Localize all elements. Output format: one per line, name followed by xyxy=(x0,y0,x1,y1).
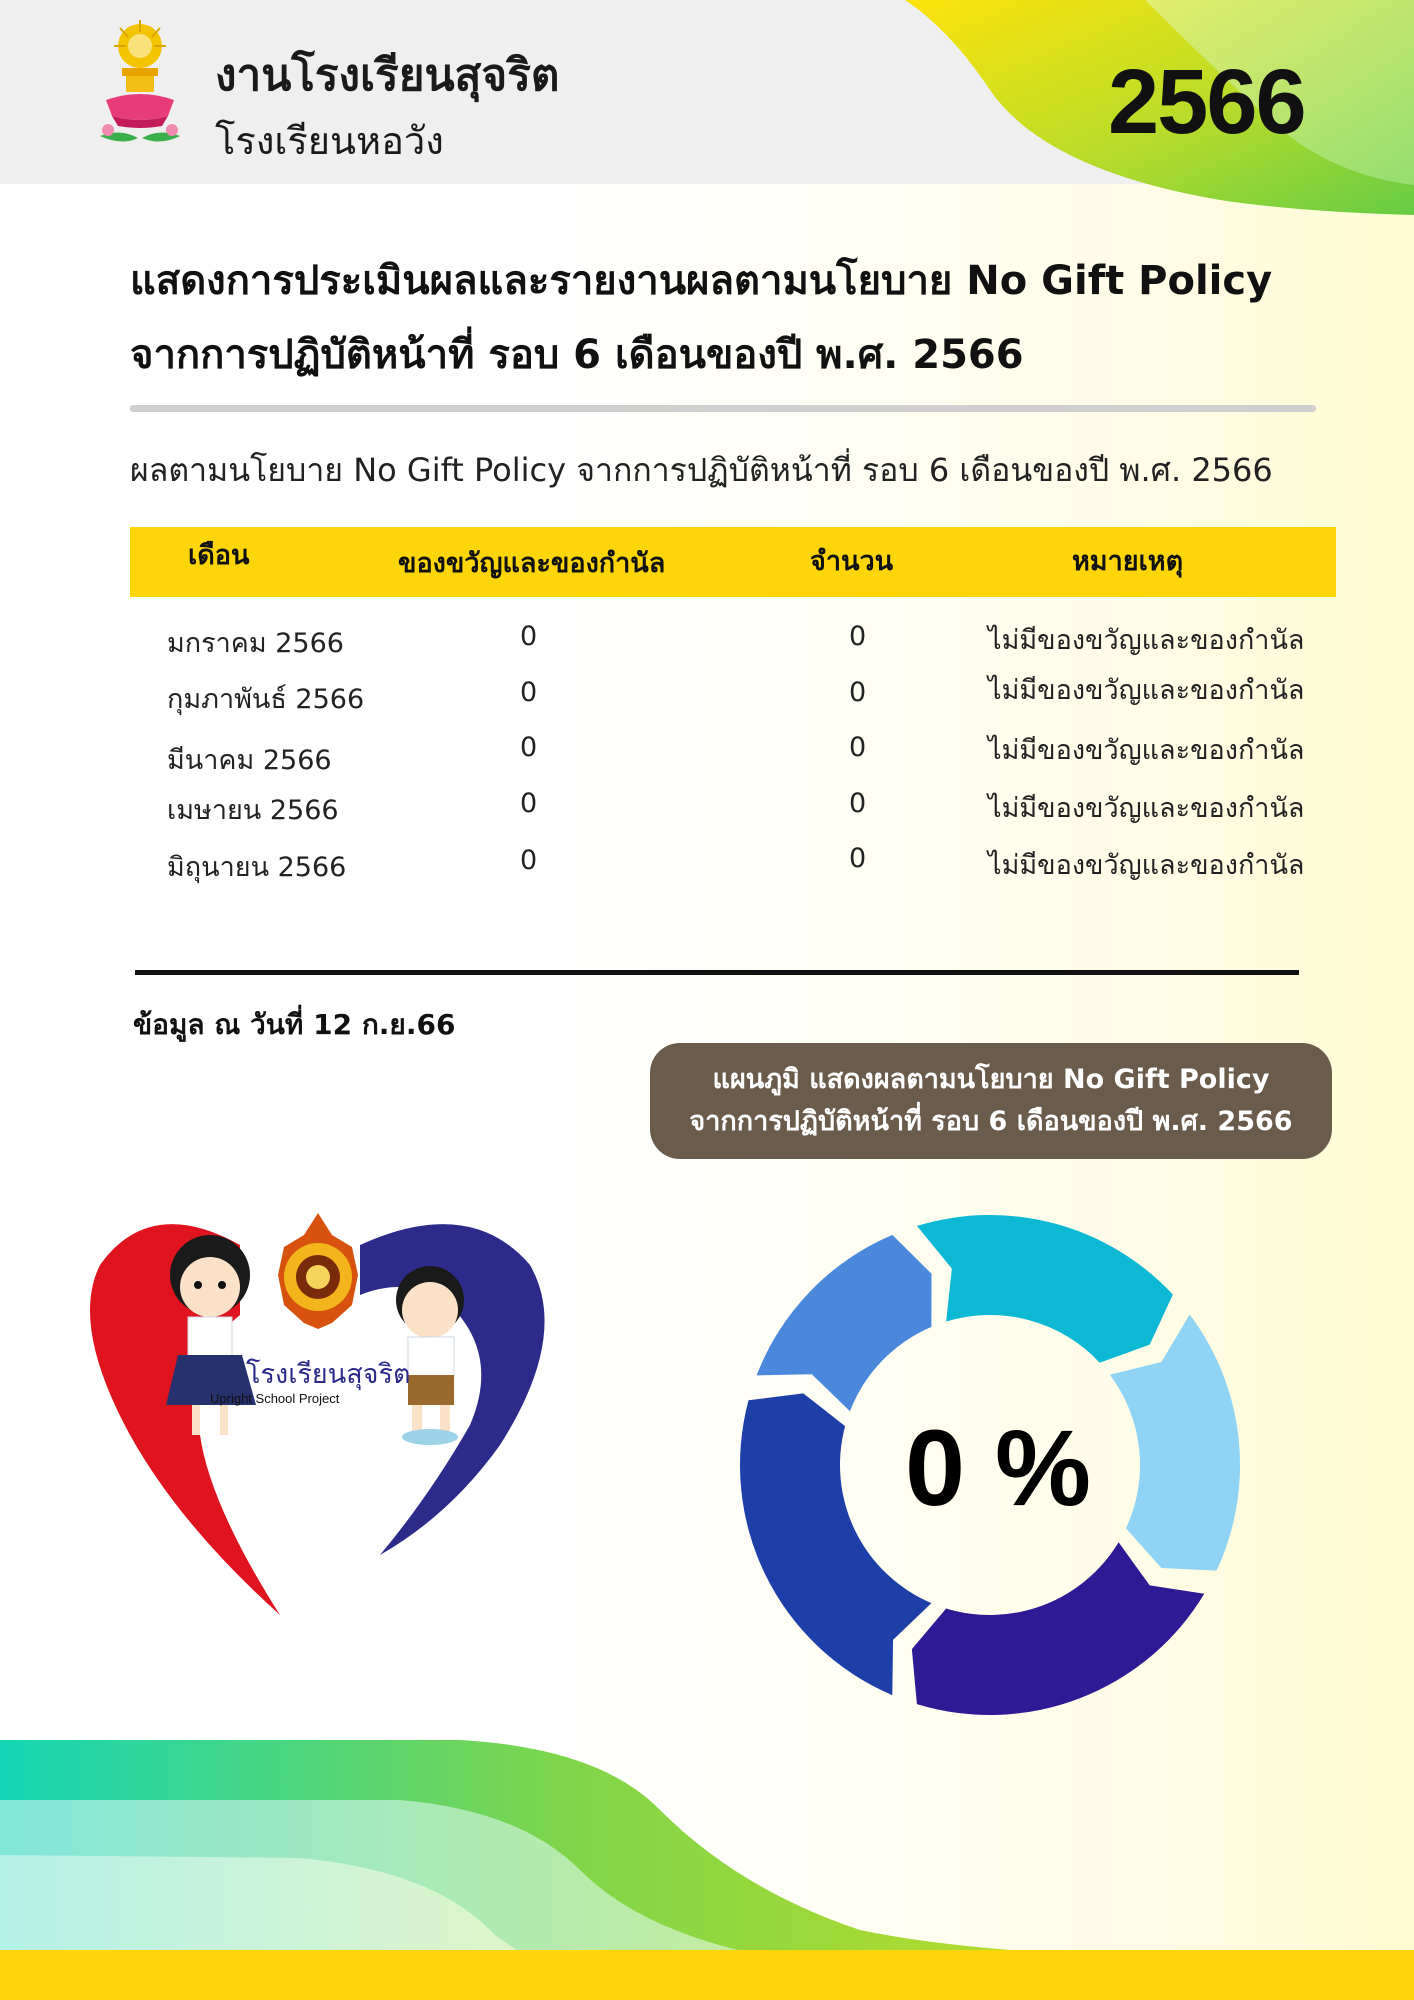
school-name: โรงเรียนหอวัง xyxy=(215,119,444,163)
column-header-remark: หมายเหตุ xyxy=(1072,546,1184,577)
cell-gift: 0 xyxy=(520,621,538,652)
cell-remark: ไม่มีของขวัญและของกำนัล xyxy=(988,850,1305,881)
cell-gift: 0 xyxy=(520,677,538,708)
cell-month: เมษายน 2566 xyxy=(167,795,339,826)
donut-chart xyxy=(730,1205,1250,1725)
donut-segment-indigo xyxy=(912,1542,1204,1715)
section-subtitle: ผลตามนโยบาย No Gift Policy จากการปฏิบัติหน้าที่ รอบ 6 เดือนของปี พ.ศ. 2566 xyxy=(130,451,1273,489)
cell-gift: 0 xyxy=(520,732,538,763)
cell-count: 0 xyxy=(849,732,867,763)
page-title-line2: จากการปฏิบัติหน้าที่ รอบ 6 เดือนของปี พ.ศ. 2566 xyxy=(130,332,1024,378)
donut-segment-lightblue xyxy=(1110,1315,1240,1571)
table-header xyxy=(130,527,1336,597)
title-divider xyxy=(130,405,1316,412)
column-header-count: จำนวน xyxy=(810,546,894,577)
cell-remark: ไม่มีของขวัญและของกำนัล xyxy=(988,735,1305,766)
cell-remark: ไม่มีของขวัญและของกำนัล xyxy=(988,675,1305,706)
chart-caption-line2: จากการปฏิบัติหน้าที่ รอบ 6 เดือนของปี พ.ศ. 2566 xyxy=(689,1106,1293,1137)
cell-count: 0 xyxy=(849,621,867,652)
school-project-title: งานโรงเรียนสุจริต xyxy=(215,50,560,101)
cell-month: กุมภาพันธ์ 2566 xyxy=(167,684,365,715)
footer-band xyxy=(0,1950,1414,2000)
upright-school-logo xyxy=(70,1205,570,1635)
cell-month: มีนาคม 2566 xyxy=(167,745,332,776)
year-label: 2566 xyxy=(1108,51,1305,153)
logo-text-thai: โรงเรียนสุจริต xyxy=(246,1359,411,1390)
cell-remark: ไม่มีของขวัญและของกำนัล xyxy=(988,625,1305,656)
cell-month: มิถุนายน 2566 xyxy=(167,852,347,883)
chart-center-label: 0 % xyxy=(904,1407,1092,1528)
cell-count: 0 xyxy=(849,677,867,708)
page-title-line1: แสดงการประเมินผลและรายงานผลตามนโยบาย No Gift Policy xyxy=(130,258,1273,304)
donut-segment-cyan xyxy=(917,1215,1173,1363)
cell-gift: 0 xyxy=(520,788,538,819)
column-header-gift: ของขวัญและของกำนัล xyxy=(398,548,666,579)
cell-count: 0 xyxy=(849,788,867,819)
cell-gift: 0 xyxy=(520,845,538,876)
column-header-month: เดือน xyxy=(188,540,250,571)
donut-segment-blue xyxy=(757,1235,932,1411)
donut-segment-navy xyxy=(740,1393,931,1695)
school-crest-icon xyxy=(92,18,188,158)
data-date-note: ข้อมูล ณ วันที่ 12 ก.ย.66 xyxy=(133,1008,456,1041)
cell-count: 0 xyxy=(849,843,867,874)
chart-caption-box xyxy=(650,1043,1332,1159)
logo-text-english: Upright School Project xyxy=(210,1391,340,1406)
table-divider xyxy=(135,970,1299,975)
cell-month: มกราคม 2566 xyxy=(167,628,344,659)
cell-remark: ไม่มีของขวัญและของกำนัล xyxy=(988,793,1305,824)
chart-caption-line1: แผนภูมิ แสดงผลตามนโยบาย No Gift Policy xyxy=(712,1064,1270,1095)
